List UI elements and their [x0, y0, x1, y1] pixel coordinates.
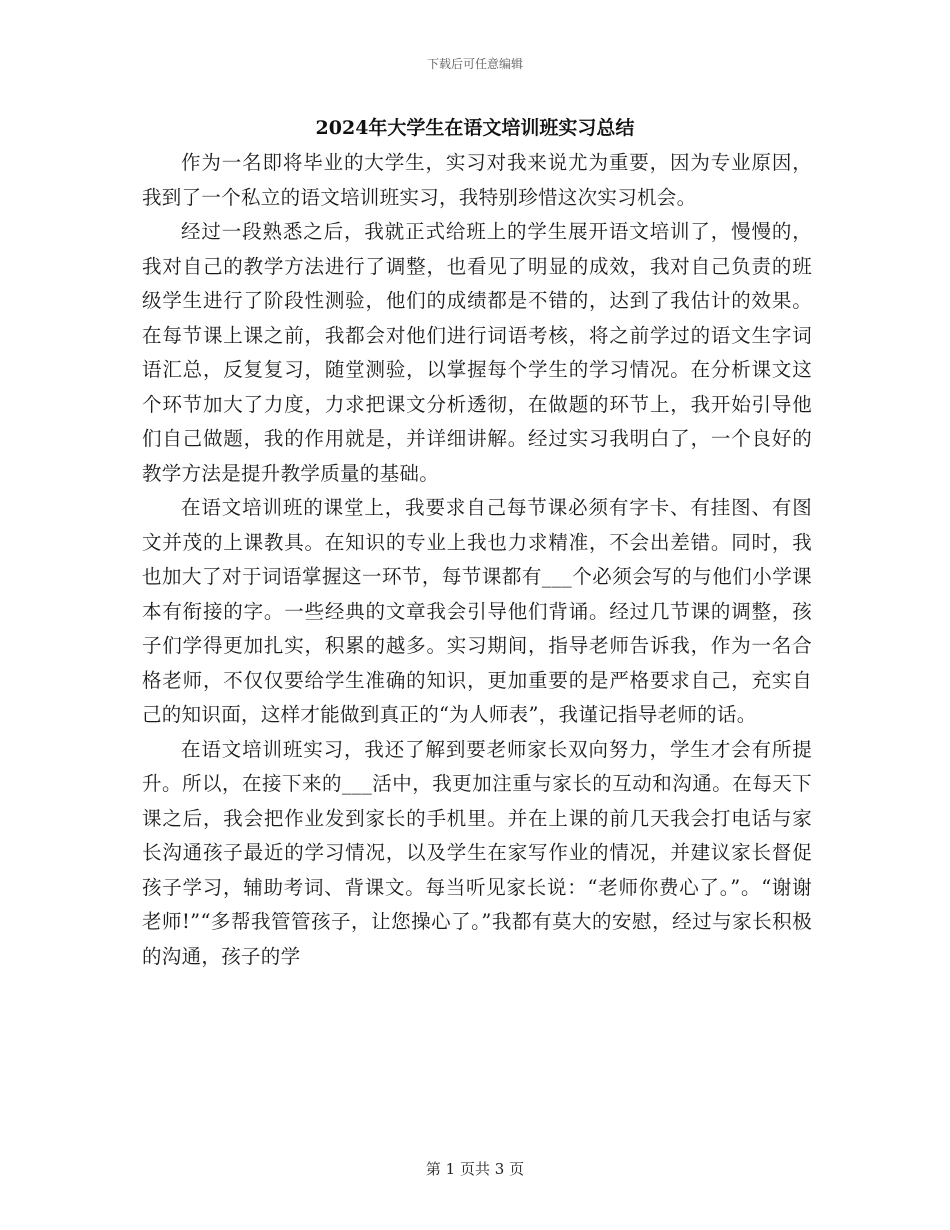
page-header-note: 下载后可任意编辑 [426, 57, 523, 71]
document-title: 2024年大学生在语文培训班实习总结 [315, 117, 635, 139]
document-body [142, 146, 812, 974]
paragraph-1: 作为一名即将毕业的大学生，实习对我来说尤为重要，因为专业原因，我到了一个私立的语文培训班实习，我特别珍惜这次实习机会。 [142, 151, 812, 209]
paragraph-3: 在语文培训班的课堂上，我要求自己每节课必须有字卡、有挂图、有图文并茂的上课教具。在知识的专业上我也力求精准，不会出差错。同时，我也加大了对于词语掌握这一环节，每节课都有___个必须会写的与他们小学课本有衔接的字。一些经典的文章我会引导他们背诵。经过几节课的调整，孩子们学得更加扎实，积累的越多。实习期间，指导老师告诉我，作为一名合格老师，不仅仅要给学生准确的知识，更加重要的是严格要求自己，充实自己的知识面，这样才能做到真正的“为人师表”，我谨记指导老师的话。 [142, 496, 812, 726]
paragraph-2: 经过一段熟悉之后，我就正式给班上的学生展开语文培训了，慢慢的，我对自己的教学方法进行了调整，也看见了明显的成效，我对自己负责的班级学生进行了阶段性测验，他们的成绩都是不错的，达到了我估计的效果。在每节课上课之前，我都会对他们进行词语考核，将之前学过的语文生字词语汇总，反复复习，随堂测验，以掌握每个学生的学习情况。在分析课文这个环节加大了力度，力求把课文分析透彻，在做题的环节上，我开始引导他们自己做题，我的作用就是，并详细讲解。经过实习我明白了，一个良好的教学方法是提升教学质量的基础。 [142, 220, 812, 485]
page-number-footer: 第 1 页共 3 页 [425, 1160, 525, 1178]
paragraph-4: 在语文培训班实习，我还了解到要老师家长双向努力，学生才会有所提升。所以，在接下来的___活中，我更加注重与家长的互动和沟通。在每天下课之后，我会把作业发到家长的手机里。并在上课的前几天我会打电话与家长沟通孩子最近的学习情况，以及学生在家写作业的情况，并建议家长督促孩子学习，辅助考词、背课文。每当听见家长说：“老师你费心了。”。“谢谢老师!”“多帮我管管孩子，让您操心了。”我都有莫大的安慰，经过与家长积极的沟通，孩子的学 [142, 737, 812, 968]
